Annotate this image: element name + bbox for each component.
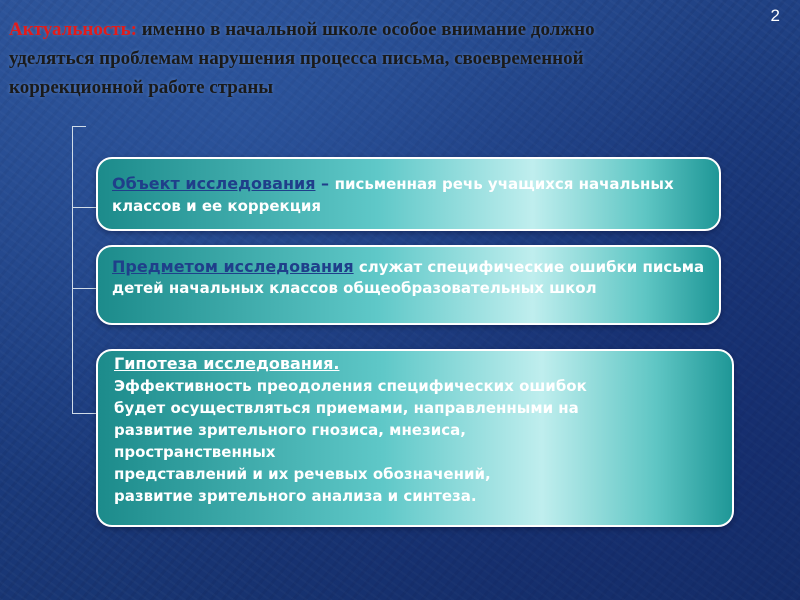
relevance-label: Актуальность: [9,19,137,40]
hypothesis-line: представлений и их речевых обозначений, [114,465,491,483]
connector-branch-object [72,207,96,208]
relevance-paragraph [9,15,669,102]
hypothesis-line: развитие зрительного гнозиса, мнезиса, [114,421,466,439]
hypothesis-line: будет осуществляться приемами, направленными на [114,399,579,417]
connector-top [72,126,86,127]
hypothesis-line: пространственных [114,443,276,461]
research-object-box [96,157,721,231]
research-hypothesis-box [96,349,734,527]
research-object-dash: – [315,174,335,193]
research-subject-text: служат специфические ошибки письма детей начальных классов общеобразовательных школ [112,258,705,297]
connector-branch-subject [72,288,96,289]
relevance-text: именно в начальной школе особое внимание должно уделяться проблемам нарушения процесса письма, своевременной коррекционной работе страны [9,19,595,98]
hypothesis-line: развитие зрительного анализа и синтеза. [114,487,477,505]
connector-vertical [72,126,73,414]
connector-branch-hypothesis [72,413,96,414]
research-subject-heading: Предметом исследования [112,257,354,276]
research-hypothesis-heading: Гипотеза исследования. [114,354,340,373]
research-object-text: письменная речь учащихся начальных классов и ее коррекция [112,175,674,215]
research-subject-box [96,245,721,325]
slide-number: 2 [770,6,780,25]
hypothesis-line: Эффективность преодоления специфических ошибок [114,377,587,395]
research-object-heading: Объект исследования [112,174,316,193]
